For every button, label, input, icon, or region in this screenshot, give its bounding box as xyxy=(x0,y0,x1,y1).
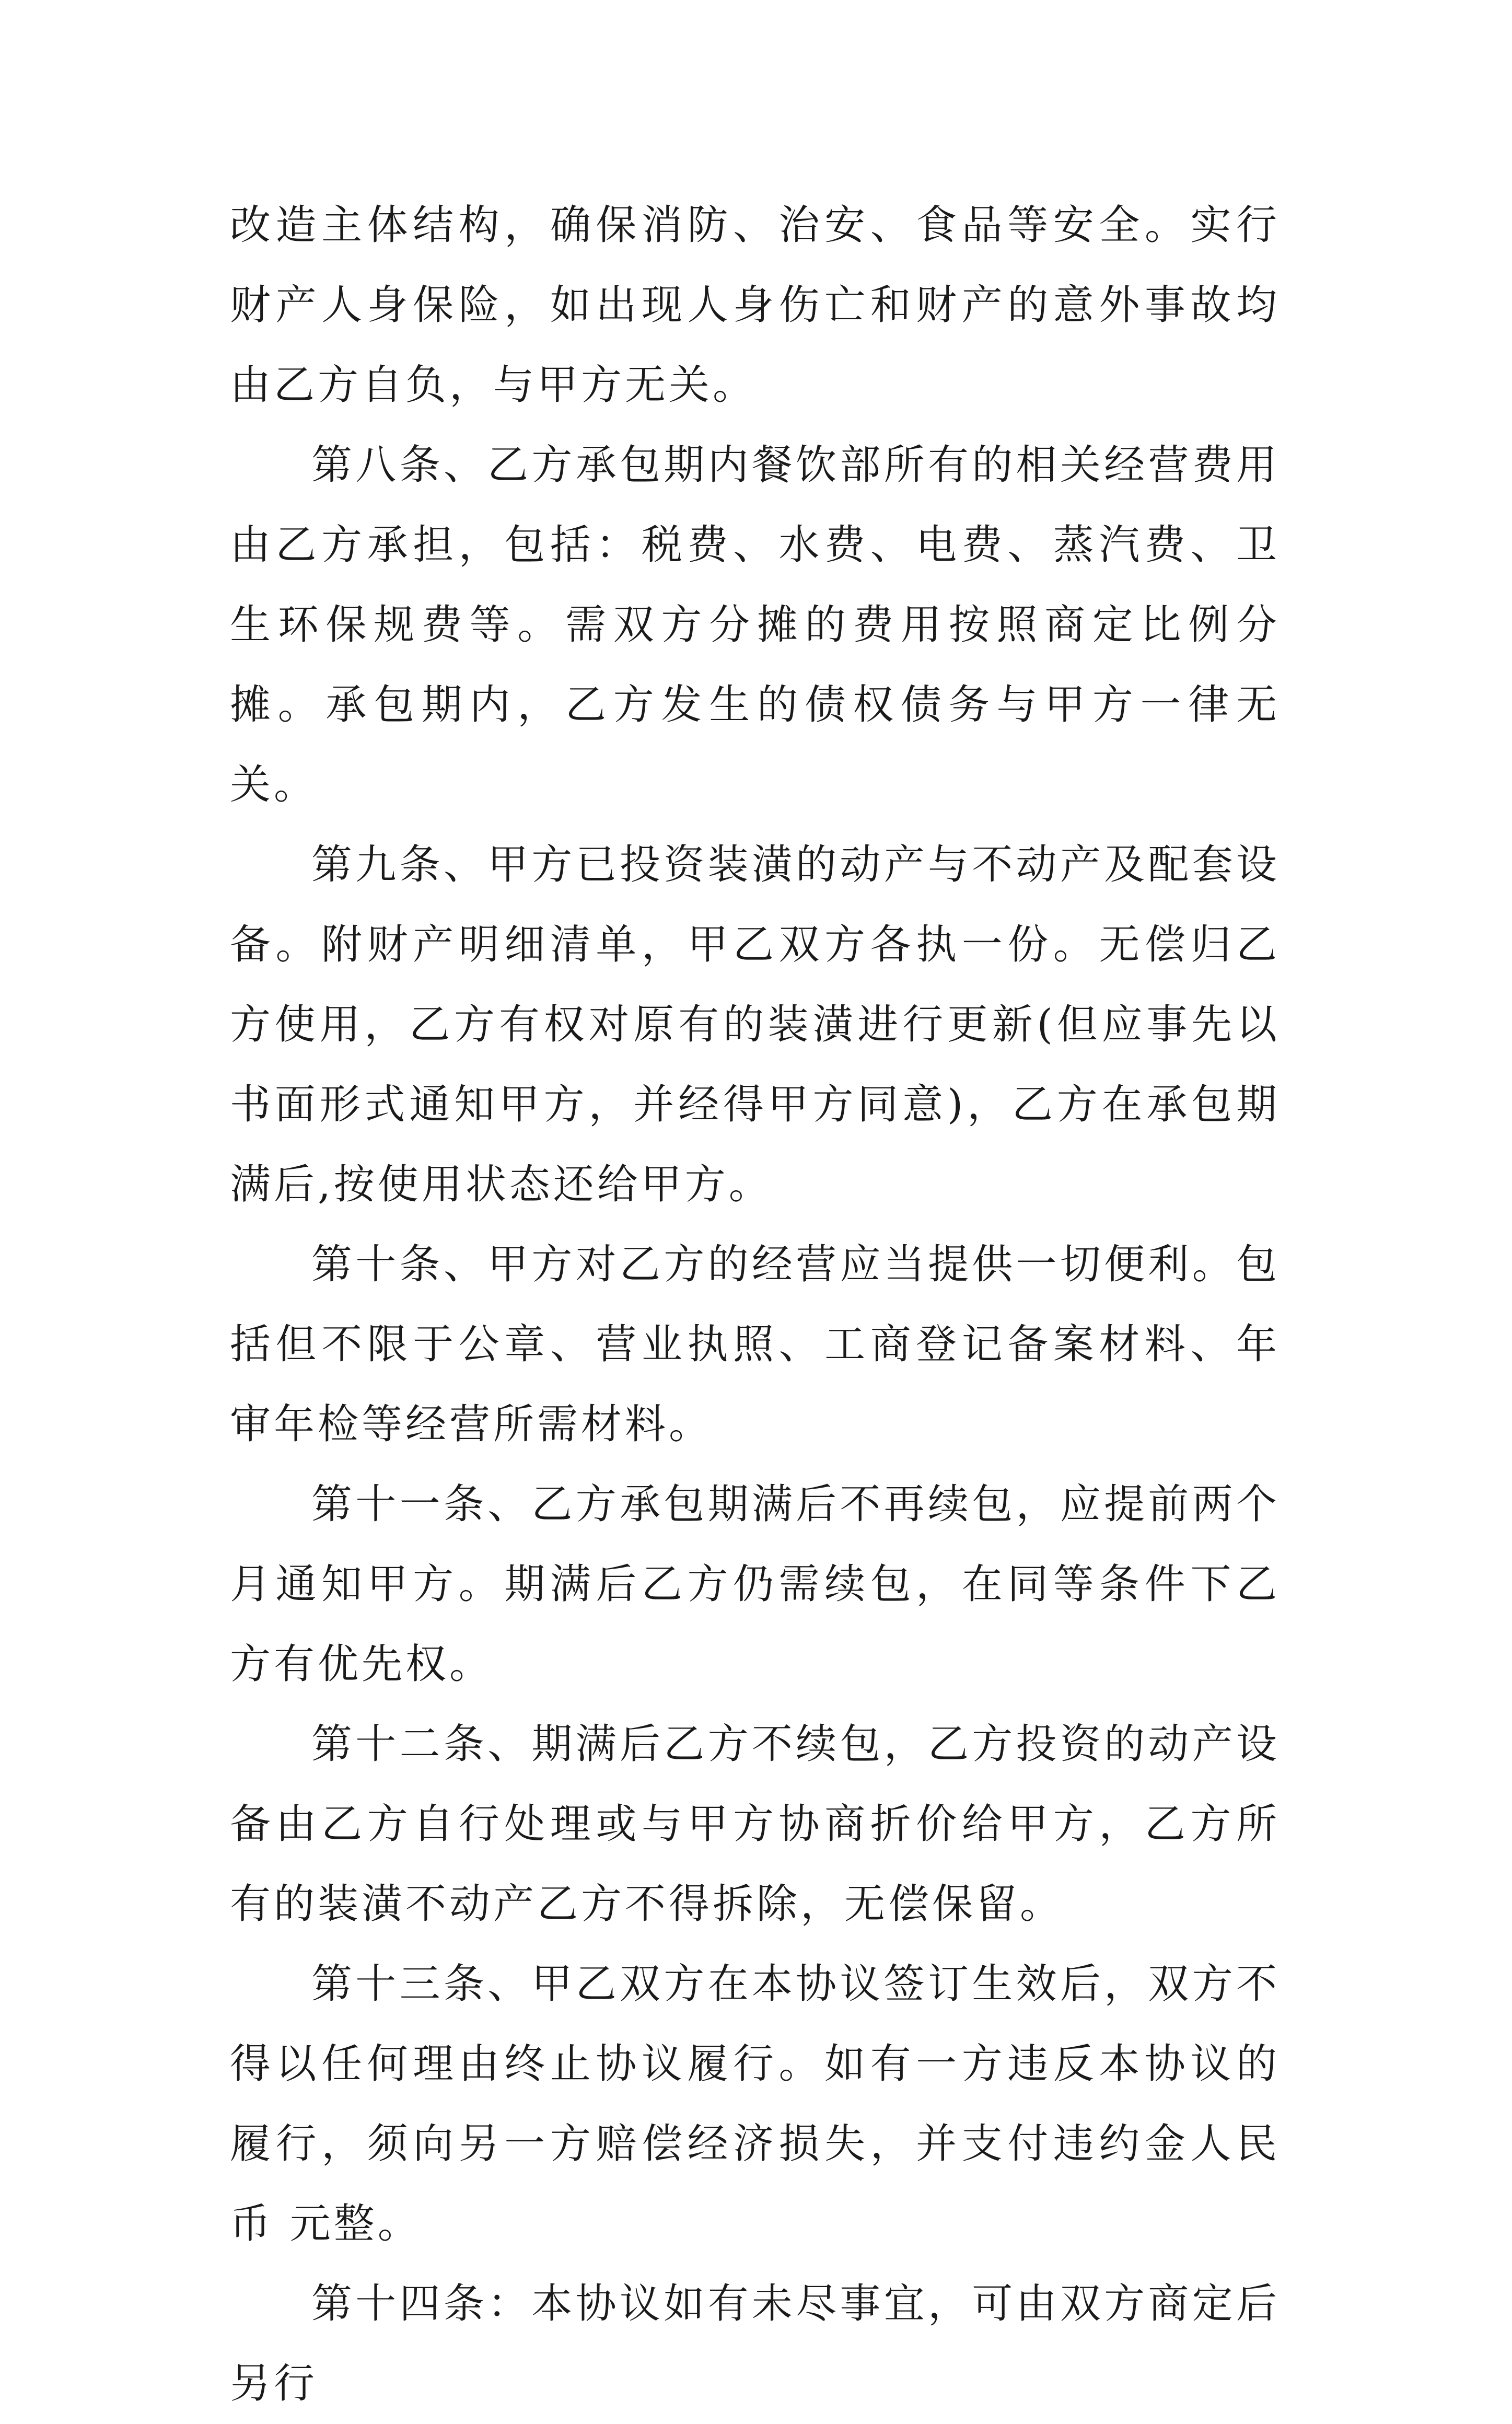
clause-10: 第十条、甲方对乙方的经营应当提供一切便利。包括但不限于公章、营业执照、工商登记备案材料、年审年检等经营所需材料。 xyxy=(230,1241,1280,1448)
clause-8: 第八条、乙方承包期内餐饮部所有的相关经营费用由乙方承担，包括：税费、水费、电费、蒸汽费、卫生环保规费等。需双方分摊的费用按照商定比例分摊。承包期内，乙方发生的债权债务与甲方一律无关。 xyxy=(230,442,1280,808)
paragraph-continuation: 改造主体结构，确保消防、治安、食品等安全。实行财产人身保险，如出现人身伤亡和财产的意外事故均由乙方自负，与甲方无关。 xyxy=(230,202,1280,409)
clause-11: 第十一条、乙方承包期满后不再续包，应提前两个月通知甲方。期满后乙方仍需续包，在同等条件下乙方有优先权。 xyxy=(230,1481,1280,1688)
clause-12: 第十二条、期满后乙方不续包，乙方投资的动产设备由乙方自行处理或与甲方协商折价给甲方，乙方所有的装潢不动产乙方不得拆除，无偿保留。 xyxy=(230,1721,1280,1928)
clause-9: 第九条、甲方已投资装潢的动产与不动产及配套设备。附财产明细清单，甲乙双方各执一份。无偿归乙方使用，乙方有权对原有的装潢进行更新(但应事先以书面形式通知甲方，并经得甲方同意)，乙方在承包期满后,按使用状态还给甲方。 xyxy=(230,841,1280,1208)
clause-14: 第十四条：本协议如有未尽事宜，可由双方商定后另行 xyxy=(230,2280,1280,2407)
contract-body xyxy=(230,185,1280,2424)
clause-13: 第十三条、甲乙双方在本协议签订生效后，双方不得以任何理由终止协议履行。如有一方违反本协议的履行，须向另一方赔偿经济损失，并支付违约金人民币 元整。 xyxy=(230,1961,1280,2247)
